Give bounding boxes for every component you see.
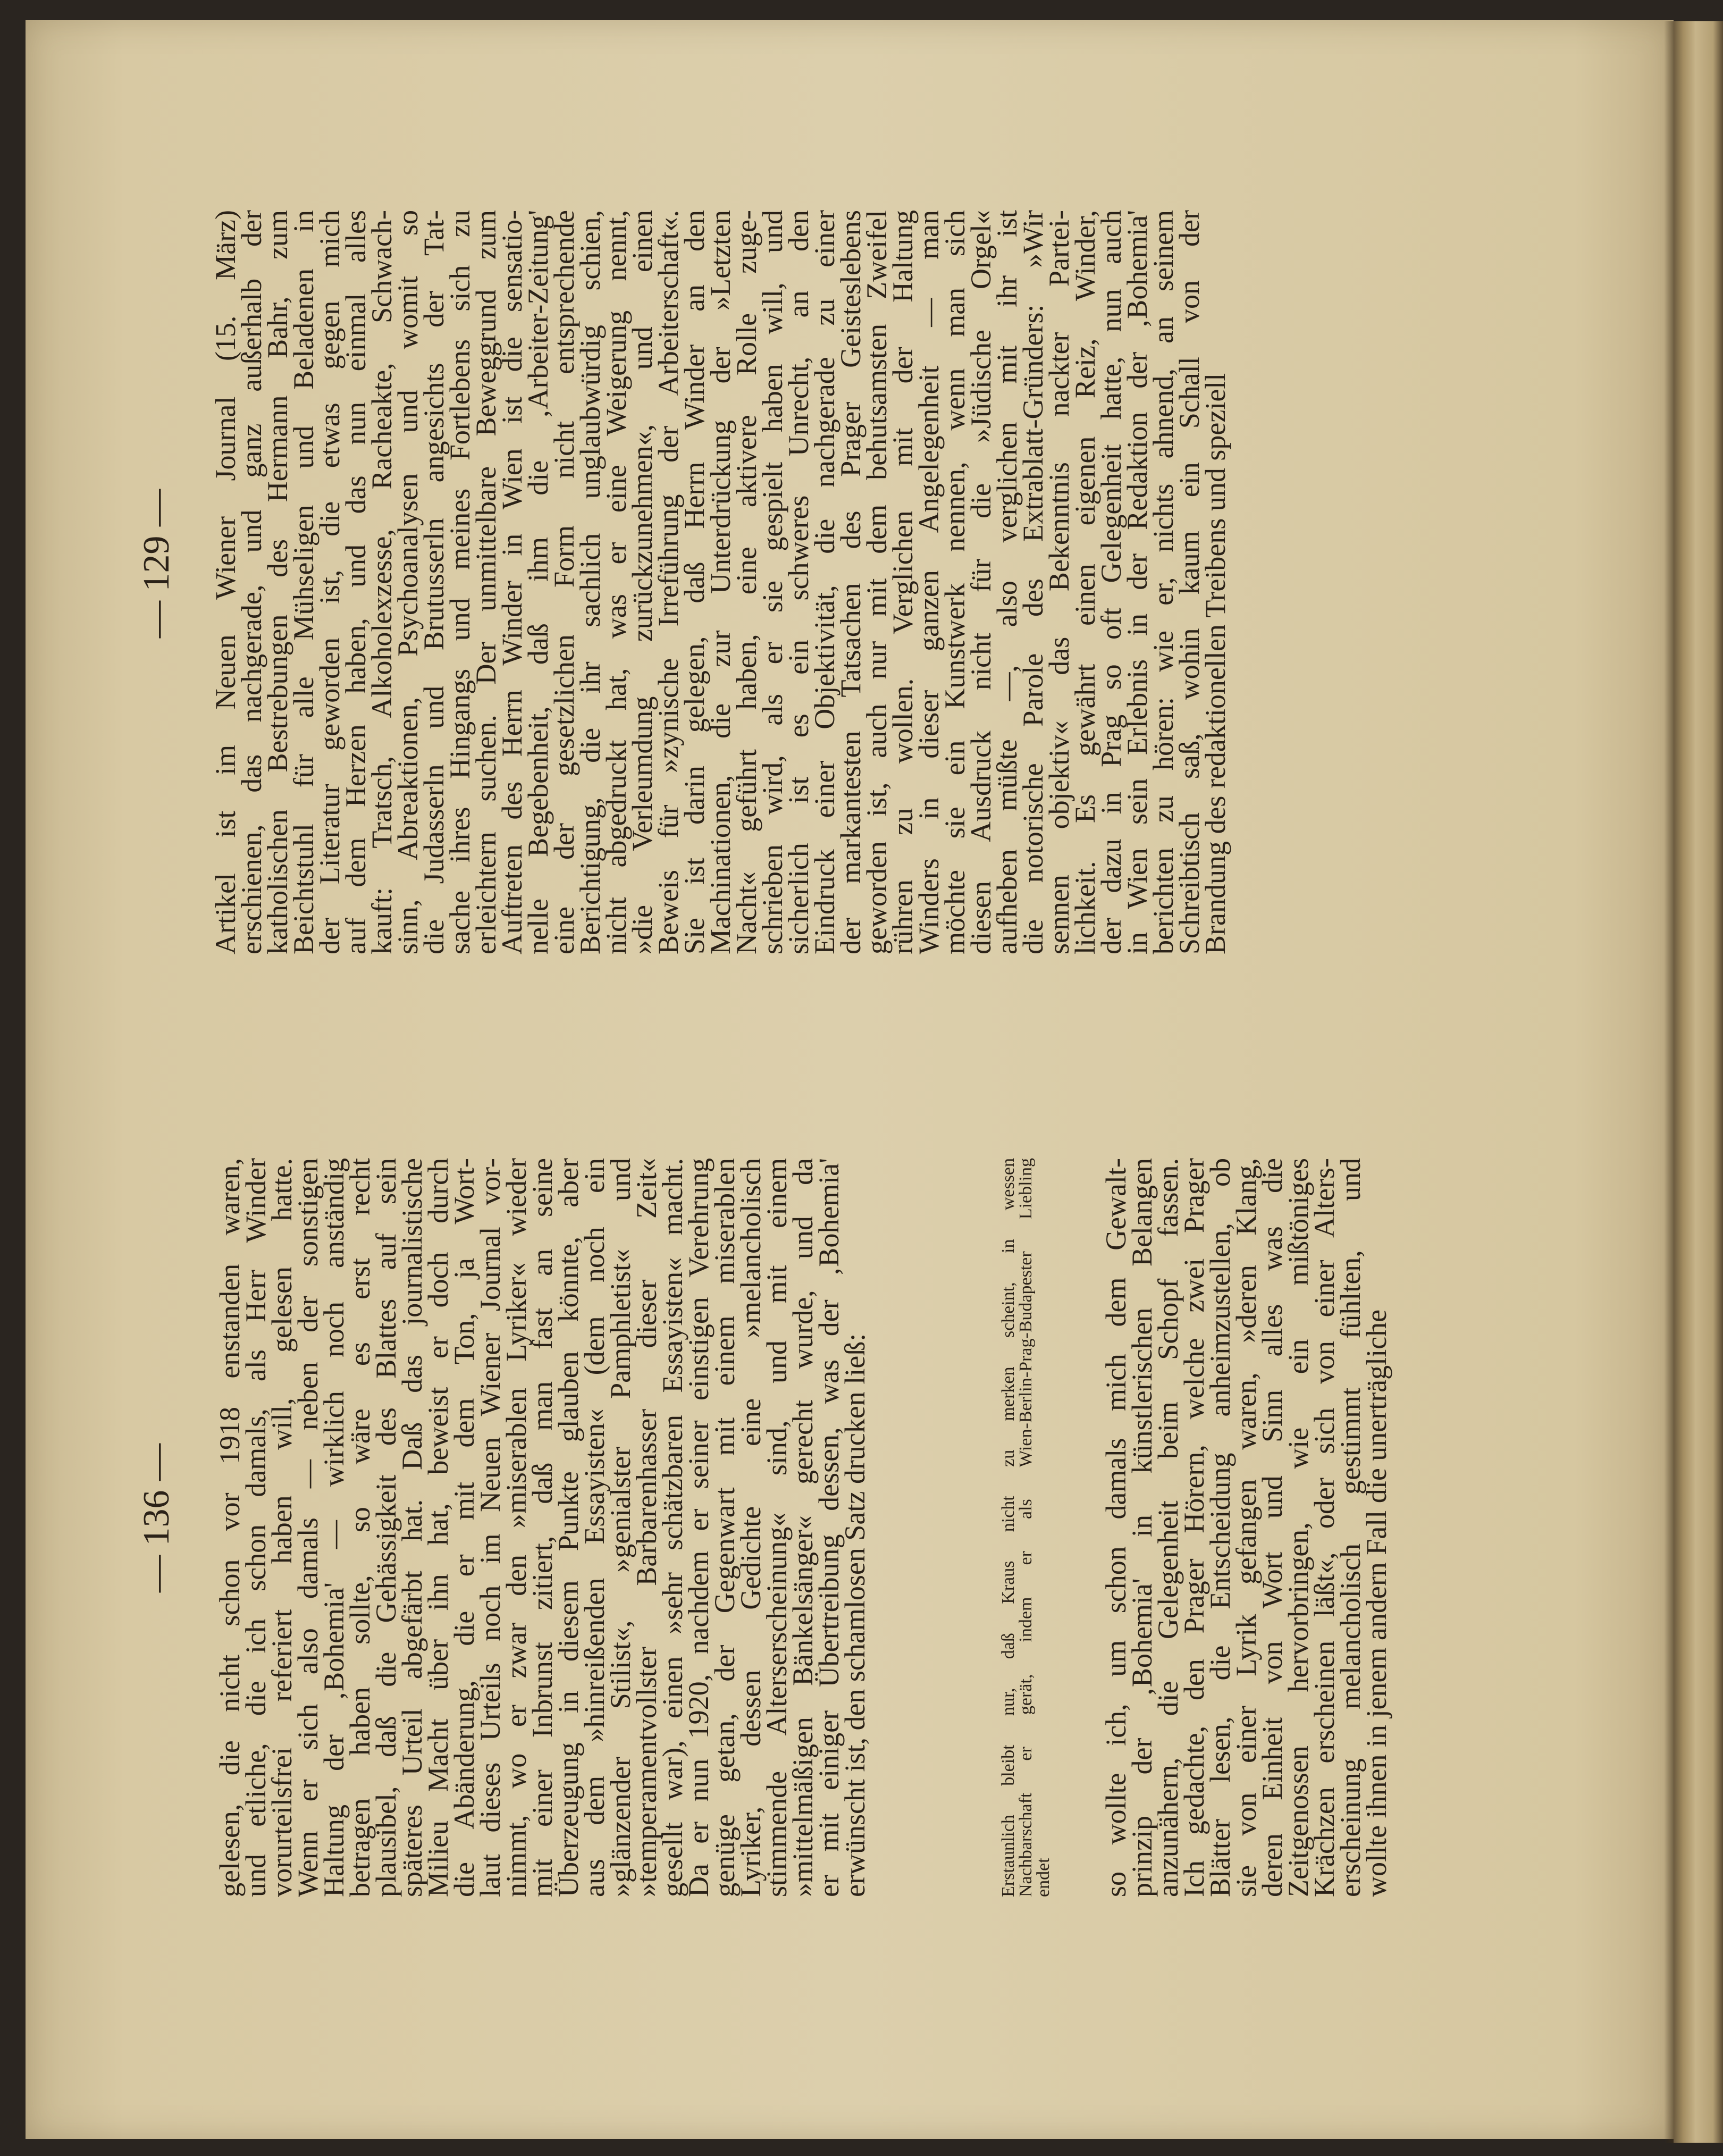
text-line: Beichtstuhl für alle Mühseligen und Beladenen in xyxy=(288,210,320,954)
right-page-number: — 129 — xyxy=(136,489,177,638)
text-line: und etliche, die ich schon damals, als Herr Winder xyxy=(240,1158,272,1897)
text-line: Ich gedachte, den Prager Hörern, welche zwei Prager xyxy=(1178,1158,1210,1897)
left-page-number: — 136 — xyxy=(136,1444,177,1592)
text-line: erleichtern suchen. Der unmittelbare Beweggrund zum xyxy=(470,210,502,954)
footnote-line: endet xyxy=(1033,1858,1053,1897)
text-line: geworden ist, auch nur mit dem behutsamsten Zweifel xyxy=(861,210,893,954)
footnote-line: Nachbarschaft er gerät, indem er als Wien-Berlin-Prag-Budapester Liebling xyxy=(1016,1158,1036,1897)
text-line: Winders in dieser ganzen Angelegenheit — man xyxy=(913,210,945,954)
right-column-text xyxy=(209,210,1231,954)
text-line: lichkeit. Es gewährt einen eigenen Reiz, Winder, xyxy=(1069,210,1101,954)
text-line: aus dem »hinreißenden Essayisten« (dem noch ein xyxy=(578,1158,610,1897)
text-line: Zeitgenossen hervorbringen, wie ein mißtöniges xyxy=(1282,1158,1314,1897)
text-line: berichten zu hören: wie er, nichts ahnend, an seinem xyxy=(1147,210,1179,954)
text-line: gesellt war), einen »sehr schätzbaren Essayisten« macht. xyxy=(657,1158,688,1897)
text-line: Krächzen erscheinen läßt«, oder sich von einer Alters- xyxy=(1308,1158,1340,1897)
text-line: Machinationen, die zur Unterdrückung der »Letzten xyxy=(704,210,736,954)
left-column-bottom-text xyxy=(1100,1158,1392,1897)
text-line: katholischen Bestrebungen des Hermann Bahr, zum xyxy=(262,210,293,954)
text-line: betragen haben sollte, so wäre es erst recht xyxy=(344,1158,376,1897)
text-line: nelle Begebenheit, daß ihm die ‚Arbeiter-Zeitung' xyxy=(522,210,554,954)
text-line: in Wien sein Erlebnis in der Redaktion der ‚Bohemia' xyxy=(1121,210,1153,954)
text-line: späteres Urteil abgefärbt hat. Daß das journalistische xyxy=(396,1158,428,1897)
text-line: der markantesten Tatsachen des Prager Geisteslebens xyxy=(835,210,867,954)
text-line: sie von einer Lyrik gefangen waren, »deren Klang, xyxy=(1230,1158,1262,1897)
text-line: anzunähern, die Gelegenheit beim Schopf fassen. xyxy=(1152,1158,1184,1897)
text-line: der dazu in Prag so oft Gelegenheit hatte, nun auch xyxy=(1095,210,1127,954)
text-line: rühren zu wollen. Verglichen mit der Haltung xyxy=(887,210,919,954)
text-line: nimmt, wo er zwar den »miserablen Lyriker« wieder xyxy=(500,1158,532,1897)
footnote-line: Erstaunlich bleibt nur, daß Kraus nicht zu merken scheint, in wessen xyxy=(998,1158,1018,1897)
text-line: deren Einheit von Wort und Sinn alles was die xyxy=(1256,1158,1288,1897)
text-line: auf dem Herzen haben, und das nun einmal alles xyxy=(340,210,372,954)
text-line: er mit einiger Übertreibung dessen, was der ‚Bohemia' xyxy=(813,1158,845,1897)
text-line: die notorische Parole des Extrablatt-Gründers: »Wir xyxy=(1017,210,1049,954)
text-line: aufheben müßte —, also verglichen mit ihr ist xyxy=(991,210,1023,954)
text-line: erscheinung melancholisch gestimmt fühlten, und xyxy=(1334,1158,1366,1897)
text-line: stimmende Alterserscheinung« sind, und mit einem xyxy=(761,1158,793,1897)
left-column-top-text xyxy=(214,1158,871,1897)
text-line: prinzip der ‚Bohemia' in künstlerischen Belangen xyxy=(1126,1158,1158,1897)
text-line: plausibel, daß die Gehässigkeit des Blattes auf sein xyxy=(370,1158,402,1897)
text-line: Lyriker, dessen Gedichte eine »melancholisch xyxy=(735,1158,767,1897)
text-line: die Abänderung, die er mit dem Ton, ja Wort- xyxy=(448,1158,480,1897)
text-line: möchte sie ein Kunstwerk nennen, wenn man sich xyxy=(939,210,971,954)
text-line: Beweis für »zynische Irreführung der Arbeiterschaft«. xyxy=(652,210,684,954)
text-line: sinn, Abreaktionen, Psychoanalysen und womit so xyxy=(392,210,424,954)
facing-page-edge xyxy=(1674,21,1723,2143)
text-line: diesen Ausdruck nicht für die »Jüdische Orgel« xyxy=(965,210,997,954)
text-line: schrieben wird, als er sie gespielt haben will, und xyxy=(757,210,788,954)
text-line: Da er nun 1920, nachdem er seiner einstigen Verehrung xyxy=(683,1158,715,1897)
text-line: Artikel ist im Neuen Wiener Journal (15. März) xyxy=(209,210,241,954)
text-line: »temperamentvollster Barbarenhasser dieser Zeit« xyxy=(631,1158,662,1897)
text-line: Nacht« geführt haben, eine aktivere Rolle zuge- xyxy=(730,210,762,954)
text-line: Brandung des redaktionellen Treibens und speziell xyxy=(1199,373,1231,954)
text-line: Sie ist darin gelegen, daß Herrn Winder an den xyxy=(678,210,710,954)
text-line: der Literatur geworden ist, die etwas gegen mich xyxy=(314,210,346,954)
text-line: laut dieses Urteils noch im Neuen Wiener Journal vor- xyxy=(474,1158,506,1897)
text-line: Wenn er sich also damals — neben der sonstigen xyxy=(292,1158,324,1897)
text-line: wollte ihnen in jenem andern Fall die unerträgliche xyxy=(1360,1309,1392,1897)
text-line: die Judasserln und Brutusserln angesichts der Tat- xyxy=(418,210,450,954)
text-line: so wollte ich, um schon damals mich dem Gewalt- xyxy=(1100,1158,1132,1897)
text-line: erwünscht ist, den schamlosen Satz drucken ließ: xyxy=(839,1333,871,1897)
text-line: sache ihres Hingangs und meines Fortlebens sich zu xyxy=(444,210,476,954)
text-line: genüge getan, der Gegenwart mit einem miserablen xyxy=(709,1158,741,1897)
text-line: sicherlich ist es ein schweres Unrecht, an den xyxy=(783,210,814,954)
text-line: mit einer Inbrunst zitiert, daß man fast an seine xyxy=(526,1158,558,1897)
text-line: Überzeugung in diesem Punkte glauben könnte, aber xyxy=(552,1158,584,1897)
text-line: gelesen, die nicht schon vor 1918 enstanden waren, xyxy=(214,1158,246,1897)
text-line: Eindruck einer Objektivität, die nachgerade zu einer xyxy=(809,210,841,954)
text-line: vorurteilsfrei referiert haben will, gelesen hatte. xyxy=(266,1158,298,1897)
text-line: sennen objektiv« das Bekenntnis nackter Partei- xyxy=(1043,210,1075,954)
text-line: »glänzender Stilist«, »genialster Pamphletist« und xyxy=(604,1158,636,1897)
text-line: Blätter lesen, die Entscheidung anheimzustellen, ob xyxy=(1204,1158,1236,1897)
text-line: Berichtigung, die ihr sachlich unglaubwürdig schien, xyxy=(574,210,606,954)
text-line: Haltung der ‚Bohemia' — wirklich noch anständig xyxy=(318,1158,350,1897)
text-line: eine der gesetzlichen Form nicht entsprechende xyxy=(548,210,580,954)
text-line: »die Verleumdung zurückzunehmen«, und einen xyxy=(626,210,658,954)
text-line: erschienen, das nachgerade, und ganz außerhalb der xyxy=(236,210,267,954)
left-footnote xyxy=(999,1158,1052,1897)
text-line: kauft: Tratsch, Alkoholexzesse, Racheakte, Schwach- xyxy=(366,210,398,954)
text-line: »mittelmäßigen Bänkelsänger« gerecht wurde, und da xyxy=(787,1158,819,1897)
text-line: nicht abgedruckt hat, was er eine Weigerung nennt, xyxy=(600,210,632,954)
text-line: Auftreten des Herrn Winder in Wien ist die sensatio- xyxy=(496,210,528,954)
text-line: Schreibtisch saß, wohin kaum ein Schall von der xyxy=(1173,210,1205,954)
text-line: Milieu Macht über ihn hat, beweist er doch durch xyxy=(422,1158,454,1897)
